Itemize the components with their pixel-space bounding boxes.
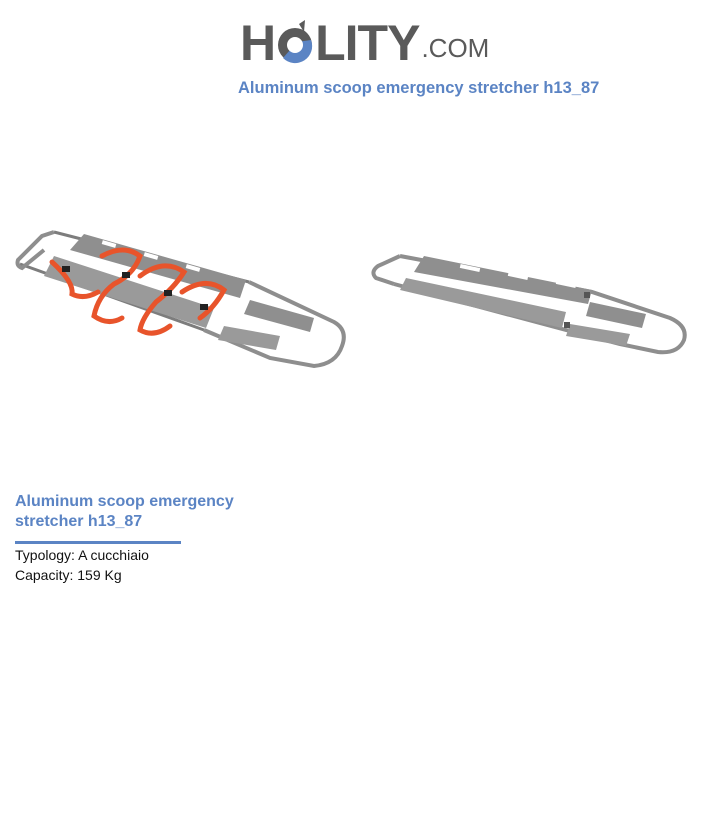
product-title: Aluminum scoop emergency stretcher h13_87 bbox=[15, 493, 234, 530]
spec-typology bbox=[15, 546, 149, 566]
spec-label: Typology: bbox=[15, 547, 75, 563]
logo-letter-h: H bbox=[240, 15, 276, 71]
logo-o-icon bbox=[275, 18, 315, 68]
spec-value: A cucchiaio bbox=[78, 547, 149, 563]
logo-letters-lity: LITY bbox=[315, 15, 420, 71]
logo-com: .COM bbox=[421, 33, 490, 63]
product-specs bbox=[15, 546, 149, 585]
stretcher-plain-image bbox=[370, 250, 694, 356]
stretcher-with-straps-image bbox=[14, 222, 352, 374]
title-underline bbox=[15, 541, 181, 544]
logo-wordmark bbox=[240, 15, 420, 71]
spec-label: Capacity: bbox=[15, 566, 74, 583]
holity-logo[interactable] bbox=[240, 12, 490, 71]
page-title: Aluminum scoop emergency stretcher h13_87 bbox=[238, 79, 600, 97]
spec-value: 159 Kg bbox=[77, 566, 122, 583]
spec-capacity bbox=[15, 566, 149, 586]
